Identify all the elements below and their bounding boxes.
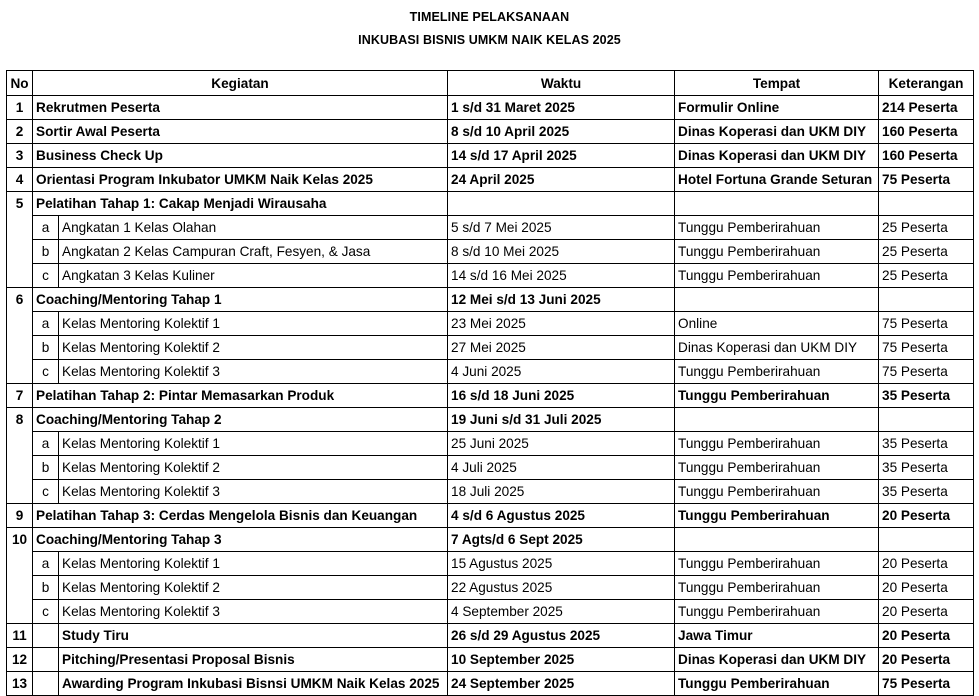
subrow-letter: a bbox=[33, 312, 59, 336]
subrow-keterangan: 20 Peserta bbox=[879, 600, 974, 624]
row-number: 4 bbox=[7, 168, 33, 192]
row-number: 1 bbox=[7, 96, 33, 120]
table-row bbox=[7, 120, 974, 144]
subrow-keterangan: 20 Peserta bbox=[879, 576, 974, 600]
table-row bbox=[7, 168, 974, 192]
row-number: 10 bbox=[7, 528, 33, 552]
row-waktu: 7 Agts/d 6 Sept 2025 bbox=[448, 528, 675, 552]
subrow-kegiatan: Kelas Mentoring Kolektif 1 bbox=[59, 432, 448, 456]
table-subrow bbox=[7, 480, 974, 504]
document-subtitle: INKUBASI BISNIS UMKM NAIK KELAS 2025 bbox=[358, 33, 621, 47]
subrow-waktu: 4 Juni 2025 bbox=[448, 360, 675, 384]
row-waktu: 8 s/d 10 April 2025 bbox=[448, 120, 675, 144]
row-spacer bbox=[33, 672, 59, 696]
row-number: 12 bbox=[7, 648, 33, 672]
subrow-keterangan: 35 Peserta bbox=[879, 480, 974, 504]
subrow-tempat: Tunggu Pemberirahuan bbox=[675, 240, 879, 264]
table-subrow bbox=[7, 360, 974, 384]
row-kegiatan: Business Check Up bbox=[33, 144, 448, 168]
row-spacer bbox=[33, 648, 59, 672]
subrow-waktu: 15 Agustus 2025 bbox=[448, 552, 675, 576]
subrow-keterangan: 75 Peserta bbox=[879, 312, 974, 336]
row-number-blank bbox=[7, 432, 33, 456]
row-number-blank bbox=[7, 240, 33, 264]
subrow-kegiatan: Angkatan 3 Kelas Kuliner bbox=[59, 264, 448, 288]
row-tempat: Formulir Online bbox=[675, 96, 879, 120]
subrow-letter: c bbox=[33, 480, 59, 504]
subrow-letter: b bbox=[33, 576, 59, 600]
row-kegiatan: Study Tiru bbox=[59, 624, 448, 648]
table-subrow bbox=[7, 216, 974, 240]
row-keterangan: 20 Peserta bbox=[879, 648, 974, 672]
subrow-tempat: Tunggu Pemberirahuan bbox=[675, 552, 879, 576]
subrow-tempat: Tunggu Pemberirahuan bbox=[675, 600, 879, 624]
row-spacer bbox=[33, 624, 59, 648]
row-kegiatan: Awarding Program Inkubasi Bisnsi UMKM Naik Kelas 2025 bbox=[59, 672, 448, 696]
subrow-waktu: 4 September 2025 bbox=[448, 600, 675, 624]
row-number: 13 bbox=[7, 672, 33, 696]
table-subrow bbox=[7, 576, 974, 600]
row-kegiatan: Orientasi Program Inkubator UMKM Naik Kelas 2025 bbox=[33, 168, 448, 192]
subrow-letter: c bbox=[33, 600, 59, 624]
subrow-tempat: Tunggu Pemberirahuan bbox=[675, 456, 879, 480]
row-tempat bbox=[675, 192, 879, 216]
subrow-waktu: 22 Agustus 2025 bbox=[448, 576, 675, 600]
subrow-keterangan: 20 Peserta bbox=[879, 552, 974, 576]
row-number: 9 bbox=[7, 504, 33, 528]
table-subrow bbox=[7, 600, 974, 624]
row-number-blank bbox=[7, 576, 33, 600]
row-keterangan: 20 Peserta bbox=[879, 624, 974, 648]
subrow-waktu: 23 Mei 2025 bbox=[448, 312, 675, 336]
table-subrow bbox=[7, 552, 974, 576]
subrow-waktu: 18 Juli 2025 bbox=[448, 480, 675, 504]
subrow-kegiatan: Kelas Mentoring Kolektif 1 bbox=[59, 312, 448, 336]
row-keterangan bbox=[879, 528, 974, 552]
row-waktu: 24 September 2025 bbox=[448, 672, 675, 696]
row-keterangan bbox=[879, 408, 974, 432]
subrow-tempat: Tunggu Pemberirahuan bbox=[675, 576, 879, 600]
subrow-keterangan: 75 Peserta bbox=[879, 336, 974, 360]
row-waktu bbox=[448, 192, 675, 216]
table-row bbox=[7, 504, 974, 528]
row-kegiatan: Coaching/Mentoring Tahap 3 bbox=[33, 528, 448, 552]
row-keterangan: 20 Peserta bbox=[879, 504, 974, 528]
subrow-letter: a bbox=[33, 552, 59, 576]
subrow-letter: c bbox=[33, 360, 59, 384]
subrow-kegiatan: Kelas Mentoring Kolektif 3 bbox=[59, 480, 448, 504]
subrow-tempat: Tunggu Pemberirahuan bbox=[675, 264, 879, 288]
row-tempat: Hotel Fortuna Grande Seturan bbox=[675, 168, 879, 192]
subrow-tempat: Tunggu Pemberirahuan bbox=[675, 480, 879, 504]
subrow-waktu: 5 s/d 7 Mei 2025 bbox=[448, 216, 675, 240]
row-number: 7 bbox=[7, 384, 33, 408]
row-tempat bbox=[675, 408, 879, 432]
row-kegiatan: Pitching/Presentasi Proposal Bisnis bbox=[59, 648, 448, 672]
subrow-kegiatan: Angkatan 1 Kelas Olahan bbox=[59, 216, 448, 240]
row-waktu: 4 s/d 6 Agustus 2025 bbox=[448, 504, 675, 528]
row-kegiatan: Rekrutmen Peserta bbox=[33, 96, 448, 120]
subrow-kegiatan: Kelas Mentoring Kolektif 1 bbox=[59, 552, 448, 576]
subrow-keterangan: 35 Peserta bbox=[879, 456, 974, 480]
timeline-table bbox=[6, 70, 974, 696]
table-subrow bbox=[7, 456, 974, 480]
row-number-blank bbox=[7, 360, 33, 384]
table-row bbox=[7, 384, 974, 408]
table-row bbox=[7, 528, 974, 552]
subrow-kegiatan: Kelas Mentoring Kolektif 3 bbox=[59, 360, 448, 384]
subrow-kegiatan: Angkatan 2 Kelas Campuran Craft, Fesyen, & Jasa bbox=[59, 240, 448, 264]
row-waktu: 16 s/d 18 Juni 2025 bbox=[448, 384, 675, 408]
subrow-letter: b bbox=[33, 336, 59, 360]
row-tempat: Dinas Koperasi dan UKM DIY bbox=[675, 144, 879, 168]
table-subrow bbox=[7, 312, 974, 336]
row-tempat: Tunggu Pemberirahuan bbox=[675, 384, 879, 408]
subrow-kegiatan: Kelas Mentoring Kolektif 3 bbox=[59, 600, 448, 624]
subrow-kegiatan: Kelas Mentoring Kolektif 2 bbox=[59, 576, 448, 600]
header-keterangan: Keterangan bbox=[879, 71, 974, 96]
row-kegiatan: Coaching/Mentoring Tahap 1 bbox=[33, 288, 448, 312]
table-row bbox=[7, 648, 974, 672]
row-number: 6 bbox=[7, 288, 33, 312]
subrow-keterangan: 25 Peserta bbox=[879, 240, 974, 264]
row-keterangan: 160 Peserta bbox=[879, 120, 974, 144]
table-row bbox=[7, 144, 974, 168]
row-kegiatan: Pelatihan Tahap 3: Cerdas Mengelola Bisnis dan Keuangan bbox=[33, 504, 448, 528]
row-keterangan: 160 Peserta bbox=[879, 144, 974, 168]
subrow-kegiatan: Kelas Mentoring Kolektif 2 bbox=[59, 336, 448, 360]
row-waktu: 26 s/d 29 Agustus 2025 bbox=[448, 624, 675, 648]
row-number-blank bbox=[7, 264, 33, 288]
subrow-letter: a bbox=[33, 432, 59, 456]
table-header-row bbox=[7, 71, 974, 96]
subrow-letter: a bbox=[33, 216, 59, 240]
subrow-tempat: Dinas Koperasi dan UKM DIY bbox=[675, 336, 879, 360]
row-number-blank bbox=[7, 456, 33, 480]
row-keterangan: 75 Peserta bbox=[879, 672, 974, 696]
row-number-blank bbox=[7, 216, 33, 240]
row-number-blank bbox=[7, 600, 33, 624]
row-waktu: 24 April 2025 bbox=[448, 168, 675, 192]
subrow-tempat: Tunggu Pemberirahuan bbox=[675, 360, 879, 384]
table-subrow bbox=[7, 336, 974, 360]
subrow-keterangan: 25 Peserta bbox=[879, 264, 974, 288]
row-number: 5 bbox=[7, 192, 33, 216]
row-number-blank bbox=[7, 336, 33, 360]
document-title: TIMELINE PELAKSANAAN bbox=[409, 10, 570, 24]
row-waktu: 14 s/d 17 April 2025 bbox=[448, 144, 675, 168]
row-kegiatan: Pelatihan Tahap 1: Cakap Menjadi Wirausaha bbox=[33, 192, 448, 216]
subrow-keterangan: 35 Peserta bbox=[879, 432, 974, 456]
subrow-waktu: 8 s/d 10 Mei 2025 bbox=[448, 240, 675, 264]
row-tempat bbox=[675, 288, 879, 312]
header-tempat: Tempat bbox=[675, 71, 879, 96]
header-no: No bbox=[7, 71, 33, 96]
subrow-kegiatan: Kelas Mentoring Kolektif 2 bbox=[59, 456, 448, 480]
table-row bbox=[7, 672, 974, 696]
subrow-tempat: Tunggu Pemberirahuan bbox=[675, 216, 879, 240]
table-row bbox=[7, 288, 974, 312]
row-kegiatan: Sortir Awal Peserta bbox=[33, 120, 448, 144]
header-waktu: Waktu bbox=[448, 71, 675, 96]
row-keterangan: 214 Peserta bbox=[879, 96, 974, 120]
row-number: 11 bbox=[7, 624, 33, 648]
subrow-waktu: 27 Mei 2025 bbox=[448, 336, 675, 360]
row-keterangan: 75 Peserta bbox=[879, 168, 974, 192]
subrow-tempat: Tunggu Pemberirahuan bbox=[675, 432, 879, 456]
subrow-waktu: 4 Juli 2025 bbox=[448, 456, 675, 480]
row-number: 3 bbox=[7, 144, 33, 168]
row-waktu: 12 Mei s/d 13 Juni 2025 bbox=[448, 288, 675, 312]
subrow-keterangan: 25 Peserta bbox=[879, 216, 974, 240]
row-kegiatan: Pelatihan Tahap 2: Pintar Memasarkan Produk bbox=[33, 384, 448, 408]
row-tempat bbox=[675, 528, 879, 552]
row-waktu: 10 September 2025 bbox=[448, 648, 675, 672]
row-tempat: Tunggu Pemberirahuan bbox=[675, 672, 879, 696]
table-subrow bbox=[7, 264, 974, 288]
subrow-letter: b bbox=[33, 456, 59, 480]
table-row bbox=[7, 624, 974, 648]
row-number-blank bbox=[7, 480, 33, 504]
row-tempat: Dinas Koperasi dan UKM DIY bbox=[675, 120, 879, 144]
table-row bbox=[7, 408, 974, 432]
table-row bbox=[7, 96, 974, 120]
row-keterangan bbox=[879, 192, 974, 216]
table-subrow bbox=[7, 432, 974, 456]
row-waktu: 19 Juni s/d 31 Juli 2025 bbox=[448, 408, 675, 432]
subrow-letter: c bbox=[33, 264, 59, 288]
row-tempat: Dinas Koperasi dan UKM DIY bbox=[675, 648, 879, 672]
row-number-blank bbox=[7, 552, 33, 576]
row-waktu: 1 s/d 31 Maret 2025 bbox=[448, 96, 675, 120]
subrow-waktu: 14 s/d 16 Mei 2025 bbox=[448, 264, 675, 288]
header-kegiatan: Kegiatan bbox=[33, 71, 448, 96]
subrow-waktu: 25 Juni 2025 bbox=[448, 432, 675, 456]
table-row bbox=[7, 192, 974, 216]
row-number: 8 bbox=[7, 408, 33, 432]
subrow-tempat: Online bbox=[675, 312, 879, 336]
row-tempat: Jawa Timur bbox=[675, 624, 879, 648]
row-keterangan: 35 Peserta bbox=[879, 384, 974, 408]
row-keterangan bbox=[879, 288, 974, 312]
row-kegiatan: Coaching/Mentoring Tahap 2 bbox=[33, 408, 448, 432]
row-number-blank bbox=[7, 312, 33, 336]
subrow-letter: b bbox=[33, 240, 59, 264]
table-body bbox=[7, 96, 974, 696]
row-number: 2 bbox=[7, 120, 33, 144]
row-tempat: Tunggu Pemberirahuan bbox=[675, 504, 879, 528]
subrow-keterangan: 75 Peserta bbox=[879, 360, 974, 384]
table-subrow bbox=[7, 240, 974, 264]
